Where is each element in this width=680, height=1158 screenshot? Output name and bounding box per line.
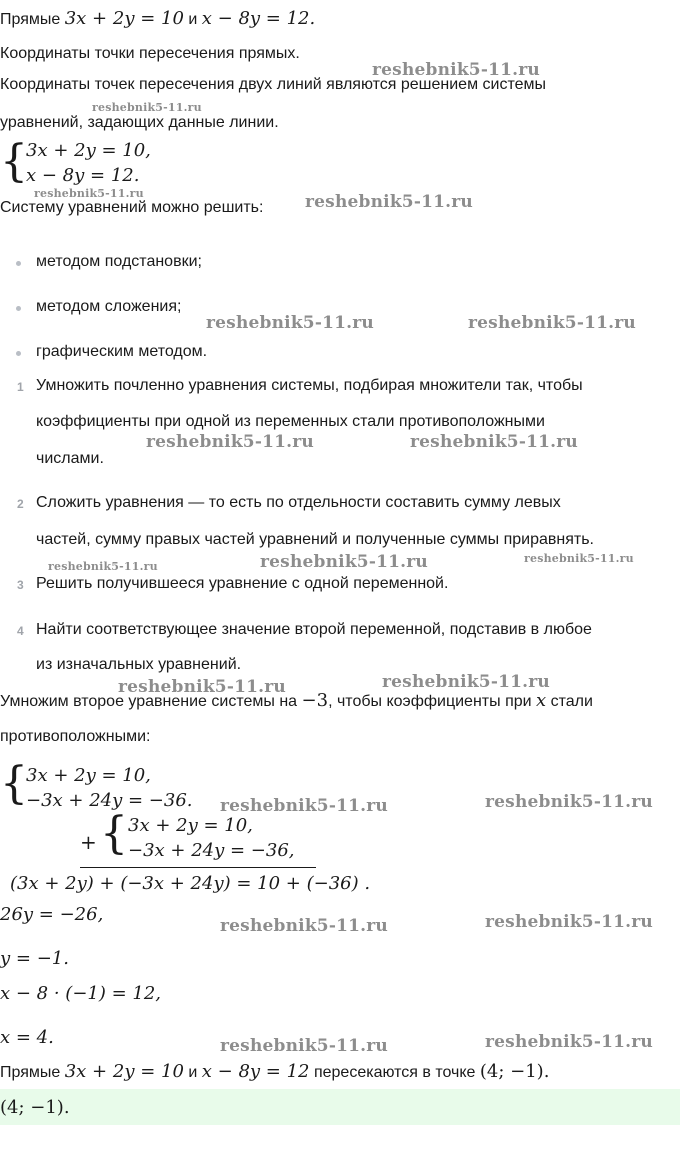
watermark: reshebnik5-11.ru (260, 552, 428, 572)
system2-row2: −3x + 24y = −36. (26, 790, 193, 811)
conclusion-eq1: 3x + 2y = 10 (64, 1061, 184, 1082)
watermark: reshebnik5-11.ru (146, 432, 314, 452)
step-text: Сложить уравнения — то есть по отдельности составить сумму левых (36, 494, 561, 511)
multiply-line-2: противоположными: (0, 728, 151, 745)
solution-line: x − 8 · (−1) = 12, (0, 983, 162, 1004)
addition-plus: + (80, 830, 97, 854)
conclusion-prefix: Прямые (0, 1064, 61, 1081)
watermark: reshebnik5-11.ru (305, 192, 473, 212)
watermark: reshebnik5-11.ru (48, 560, 158, 573)
watermark: reshebnik5-11.ru (524, 552, 634, 565)
header-line (0, 8, 315, 29)
step-number: 1 (17, 380, 24, 394)
step-number: 2 (17, 497, 24, 511)
system2-row1: 3x + 2y = 10, (26, 765, 151, 786)
watermark: reshebnik5-11.ru (220, 1036, 388, 1056)
methods-intro: Систему уравнений можно решить: (0, 199, 264, 216)
addition-row2: −3x + 24y = −36, (128, 840, 295, 861)
step-number: 3 (17, 578, 24, 592)
method-item: методом сложения; (36, 298, 182, 315)
watermark: reshebnik5-11.ru (485, 912, 653, 932)
watermark: reshebnik5-11.ru (92, 101, 202, 114)
multiply-var: x (536, 690, 547, 711)
multiply-end: стали (550, 693, 593, 710)
header-eq1: 3x + 2y = 10 (64, 8, 184, 29)
intro-line-1: Координаты точек пересечения двух линий являются решением системы (0, 76, 546, 93)
watermark: reshebnik5-11.ru (485, 1032, 653, 1052)
step-text: Умножить почленно уравнения системы, подбирая множители так, чтобы (36, 377, 583, 394)
addition-brace: { (100, 808, 128, 859)
watermark: reshebnik5-11.ru (468, 313, 636, 333)
watermark: reshebnik5-11.ru (220, 796, 388, 816)
solution-line: x = 4. (0, 1027, 54, 1048)
watermark: reshebnik5-11.ru (206, 313, 374, 333)
addition-rule (80, 867, 316, 868)
multiply-line (0, 690, 593, 711)
system1-brace: { (0, 136, 28, 187)
method-item: графическим методом. (36, 343, 208, 360)
bullet-dot (16, 351, 21, 356)
conclusion-point: (4; −1). (479, 1061, 550, 1082)
header-prefix: Прямые (0, 11, 61, 28)
watermark: reshebnik5-11.ru (118, 677, 286, 697)
conclusion-text: пересекаются в точке (313, 1064, 476, 1081)
multiply-before: Умножим второе уравнение системы на (0, 693, 298, 710)
multiply-after: , чтобы коэффициенты при (328, 693, 532, 710)
answer-box (0, 1089, 680, 1125)
watermark: reshebnik5-11.ru (382, 672, 550, 692)
answer-value: (4; −1). (0, 1097, 70, 1118)
watermark: reshebnik5-11.ru (220, 916, 388, 936)
step-text: числами. (36, 450, 104, 467)
step-text: Найти соответствующее значение второй переменной, подставив в любое (36, 621, 592, 638)
watermark: reshebnik5-11.ru (34, 187, 144, 200)
intro-line-2: уравнений, задающих данные линии. (0, 114, 279, 131)
addition-sum: (3x + 2y) + (−3x + 24y) = 10 + (−36) . (10, 873, 371, 894)
section-title: Координаты точки пересечения прямых. (0, 45, 300, 62)
header-eq2: x − 8y = 12. (201, 8, 316, 29)
step-text: коэффициенты при одной из переменных стали противоположными (36, 413, 545, 430)
step-text: частей, сумму правых частей уравнений и полученные суммы приравнять. (36, 531, 594, 548)
solution-line: y = −1. (0, 948, 69, 969)
system1-row2: x − 8y = 12. (26, 165, 140, 186)
system2-brace: { (0, 758, 28, 809)
watermark: reshebnik5-11.ru (485, 792, 653, 812)
method-item: методом подстановки; (36, 253, 202, 270)
header-and: и (188, 11, 198, 28)
step-text: Решить получившееся уравнение с одной переменной. (36, 575, 449, 592)
system1-row1: 3x + 2y = 10, (26, 140, 151, 161)
watermark: reshebnik5-11.ru (410, 432, 578, 452)
conclusion-and: и (188, 1064, 198, 1081)
solution-line: 26y = −26, (0, 904, 104, 925)
addition-row1: 3x + 2y = 10, (128, 815, 253, 836)
bullet-dot (16, 306, 21, 311)
multiply-factor: −3 (301, 690, 329, 711)
conclusion-eq2: x − 8y = 12 (201, 1061, 310, 1082)
step-number: 4 (17, 624, 24, 638)
conclusion-line (0, 1061, 549, 1082)
bullet-dot (16, 261, 21, 266)
step-text: из изначальных уравнений. (36, 656, 242, 673)
watermark: reshebnik5-11.ru (372, 60, 540, 80)
